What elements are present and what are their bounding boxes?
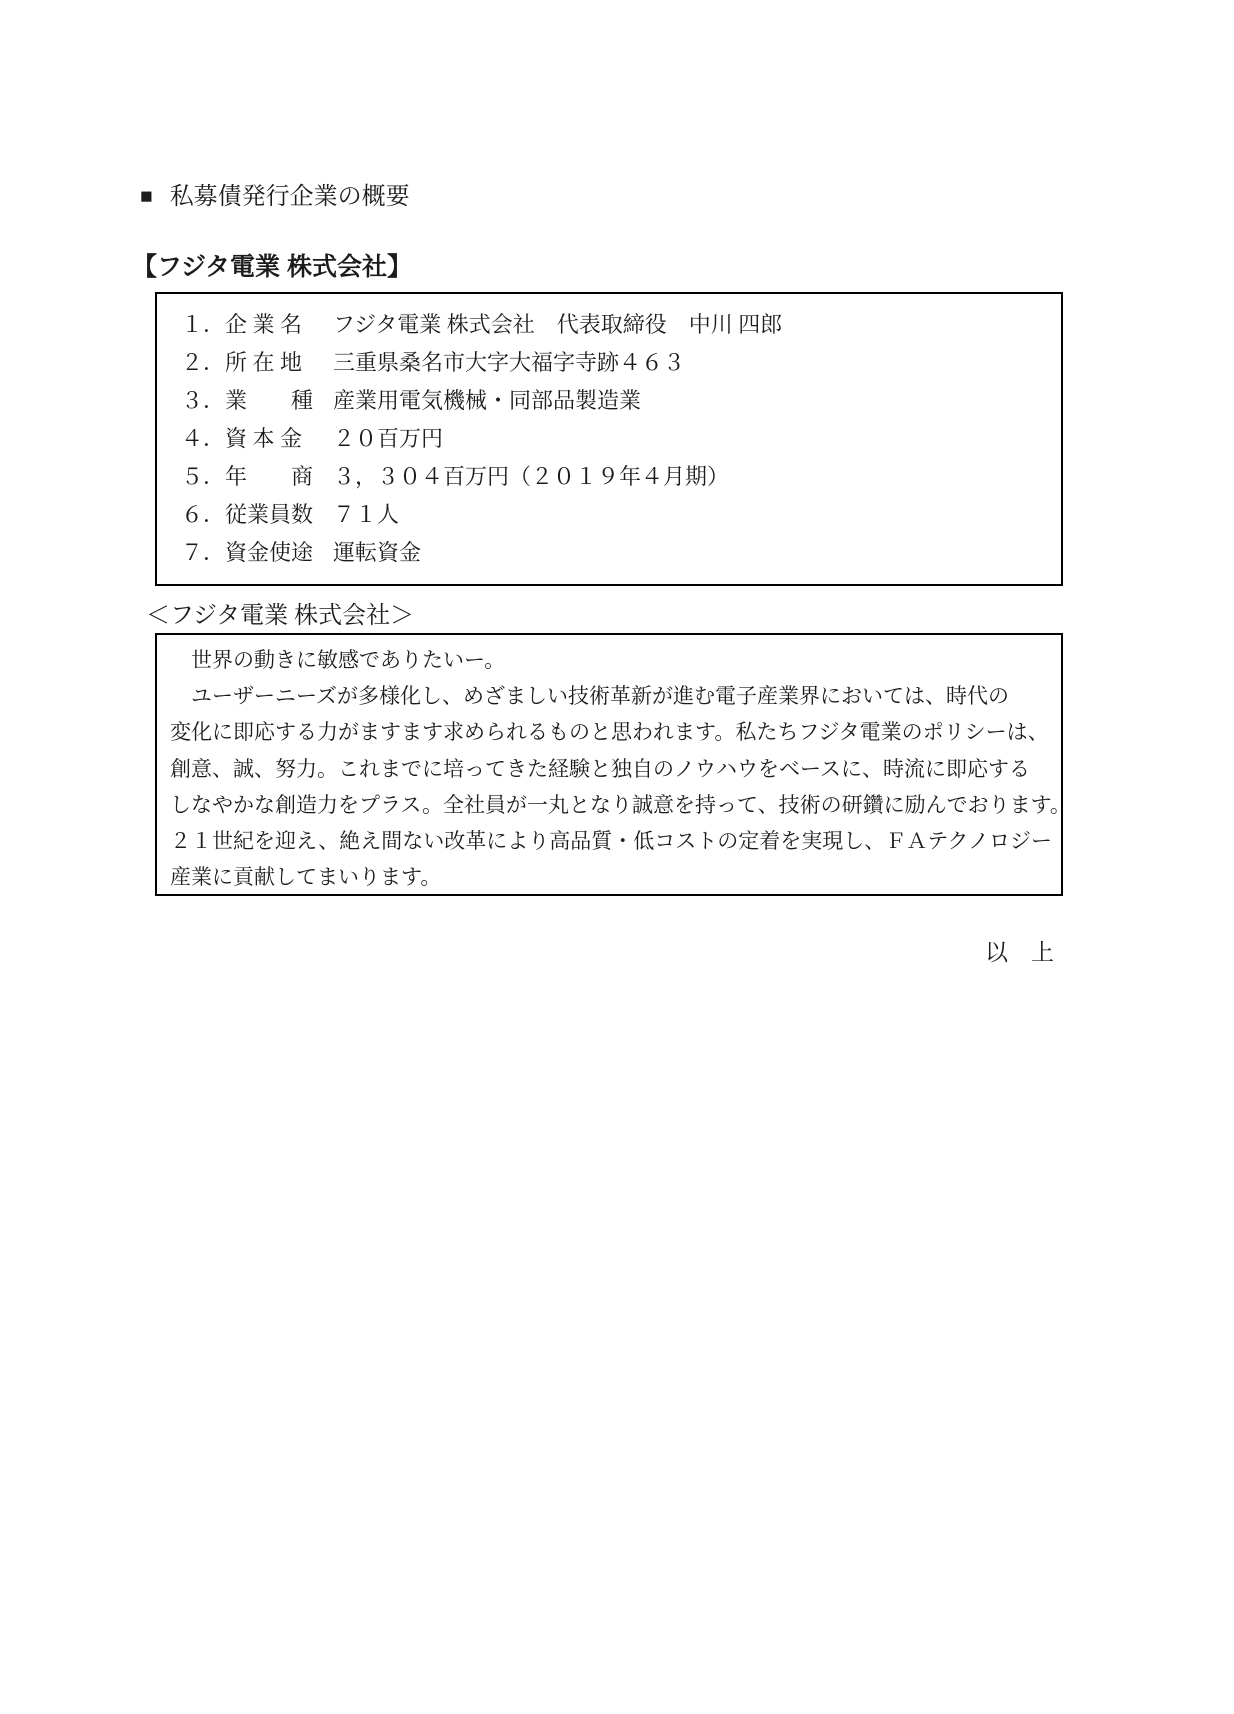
table-row <box>181 424 1051 454</box>
message-line: 世界の動きに敏感でありたいー。 <box>170 648 506 672</box>
message-line: 変化に即応する力がますます求められるものと思われます。私たちフジタ電業のポリシーは、 <box>170 720 1049 745</box>
company-message-box <box>155 633 1071 896</box>
row-label: ４．資 本 金 <box>181 426 303 451</box>
company-heading: 【フジタ電業 株式会社】 <box>132 253 412 281</box>
row-value: ７１人 <box>333 502 400 527</box>
row-value: フジタ電業 株式会社 代表取締役 中川 四郎 <box>333 312 783 337</box>
section-header <box>140 182 410 212</box>
table-row <box>181 538 1051 568</box>
row-value: ２０百万円 <box>333 426 444 451</box>
table-row <box>181 500 1051 530</box>
bullet-square-icon: ■ <box>140 185 153 208</box>
row-label: ２．所 在 地 <box>181 350 303 375</box>
message-line: ２１世紀を迎え、絶え間ない改革により高品質・低コストの定着を実現し、ＦＡテクノロジー <box>170 829 1052 854</box>
closing-statement: 以 上 <box>985 940 1054 965</box>
message-line: しなやかな創造力をプラス。全社員が一丸となり誠意を持って、技術の研鑽に励んでおります。 <box>170 792 1071 817</box>
row-value: ３，３０４百万円（２０１９年４月期） <box>333 464 730 489</box>
row-label: １．企 業 名 <box>181 312 303 337</box>
row-label: ６．従業員数 <box>181 502 314 527</box>
company-profile-table <box>155 292 1063 586</box>
row-value: 運転資金 <box>333 540 422 565</box>
table-row <box>181 386 1051 416</box>
table-row <box>181 462 1051 492</box>
table-row <box>181 310 1051 340</box>
row-label: ７．資金使途 <box>181 540 314 565</box>
table-row <box>181 348 1051 378</box>
row-label: ５．年 商 <box>181 464 314 489</box>
message-line: 産業に貢献してまいります。 <box>170 865 442 890</box>
section-header-title: 私募債発行企業の概要 <box>169 183 410 210</box>
row-value: 産業用電気機械・同部品製造業 <box>333 388 642 413</box>
row-label: ３．業 種 <box>181 388 314 413</box>
message-line: ユーザーニーズが多様化し、めざましい技術革新が進む電子産業界においては、時代の <box>170 684 1009 709</box>
company-message-heading: ＜フジタ電業 株式会社＞ <box>146 603 415 629</box>
message-line: 創意、誠、努力。これまでに培ってきた経験と独自のノウハウをベースに、時流に即応する <box>170 756 1030 781</box>
row-value: 三重県桑名市大字大福字寺跡４６３ <box>333 350 686 375</box>
